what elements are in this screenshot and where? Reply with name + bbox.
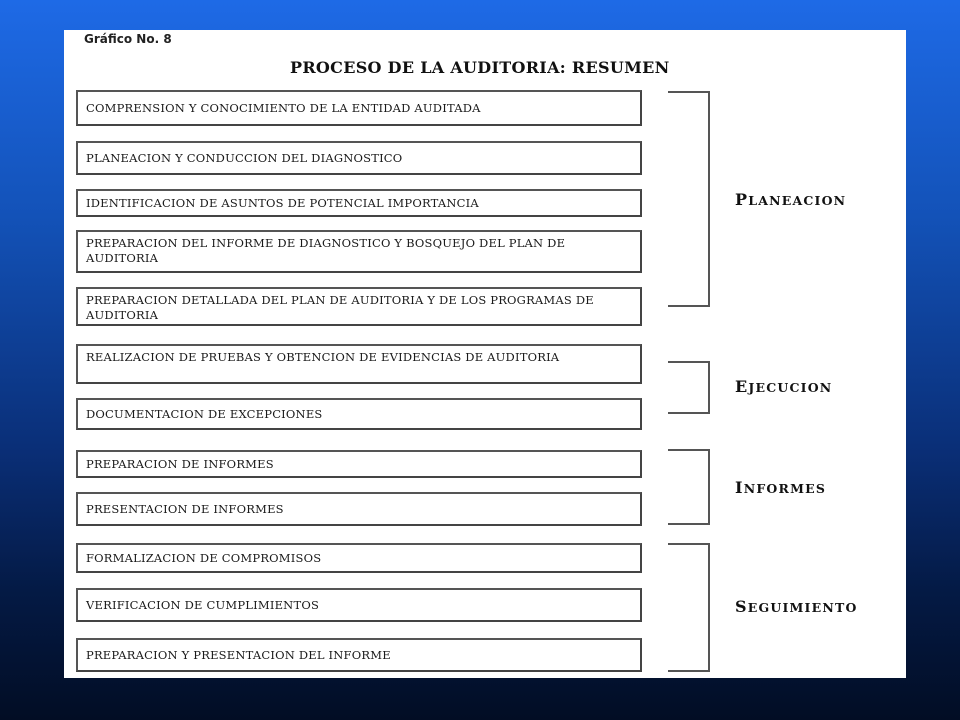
phase-bracket-informes — [668, 449, 710, 525]
phase-label-planeacion: PLANEACION — [735, 190, 847, 209]
diagram-title: PROCESO DE LA AUDITORIA: RESUMEN — [290, 58, 670, 77]
step-box: PREPARACION DEL INFORME DE DIAGNOSTICO Y BOSQUEJO DEL PLAN DE AUDITORIA — [76, 230, 642, 273]
phase-bracket-seguimiento — [668, 543, 710, 672]
step-box: VERIFICACION DE CUMPLIMIENTOS — [76, 588, 642, 622]
phase-bracket-ejecucion — [668, 361, 710, 414]
step-box: PREPARACION DETALLADA DEL PLAN DE AUDITORIA Y DE LOS PROGRAMAS DE AUDITORIA — [76, 287, 642, 326]
figure-caption: Gráfico No. 8 — [84, 32, 172, 46]
step-box: FORMALIZACION DE COMPROMISOS — [76, 543, 642, 573]
step-box: COMPRENSION Y CONOCIMIENTO DE LA ENTIDAD AUDITADA — [76, 90, 642, 126]
phase-label-informes: INFORMES — [735, 478, 827, 497]
step-box: IDENTIFICACION DE ASUNTOS DE POTENCIAL IMPORTANCIA — [76, 189, 642, 217]
step-box: DOCUMENTACION DE EXCEPCIONES — [76, 398, 642, 430]
step-box: PLANEACION Y CONDUCCION DEL DIAGNOSTICO — [76, 141, 642, 175]
step-box: PREPARACION Y PRESENTACION DEL INFORME — [76, 638, 642, 672]
step-box: PRESENTACION DE INFORMES — [76, 492, 642, 526]
step-box: PREPARACION DE INFORMES — [76, 450, 642, 478]
diagram-panel — [64, 30, 906, 678]
phase-label-ejecucion: EJECUCION — [735, 377, 833, 396]
phase-label-seguimiento: SEGUIMIENTO — [735, 597, 858, 616]
step-box: REALIZACION DE PRUEBAS Y OBTENCION DE EVIDENCIAS DE AUDITORIA — [76, 344, 642, 384]
phase-bracket-planeacion — [668, 91, 710, 307]
